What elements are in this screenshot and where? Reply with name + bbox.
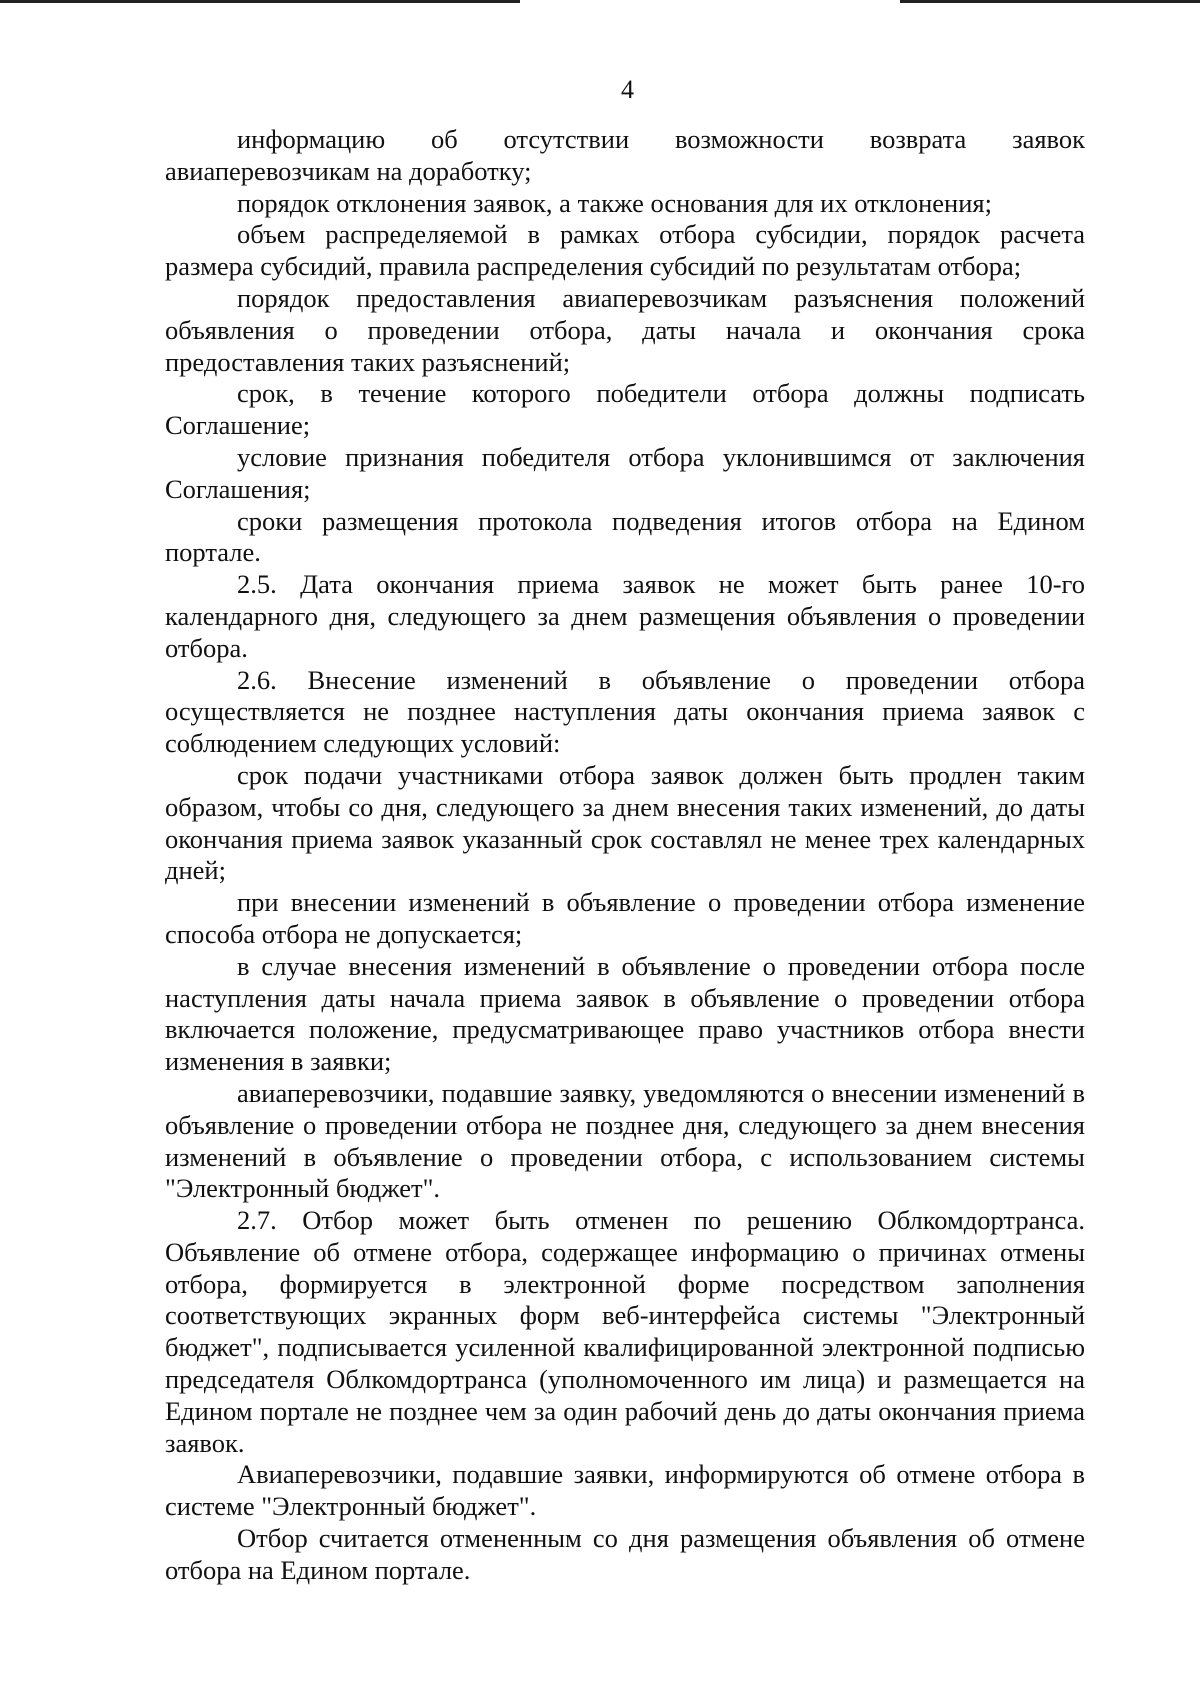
paragraph: информацию об отсутствии возможности возврата заявок авиаперевозчикам на доработку; xyxy=(165,124,1085,186)
paragraph: авиаперевозчики, подавшие заявку, уведомляются о внесении изменений в объявление о проведении отбора не позднее дня, следующего за днем внесения изменений в объявление о проведении отбора, с использованием системы "Электронный бюджет". xyxy=(165,1077,1085,1204)
paragraph: Отбор считается отмененным со дня размещения объявления об отмене отбора на Едином портале. xyxy=(165,1523,1085,1585)
paragraph: Авиаперевозчики, подавшие заявки, информируются об отмене отбора в системе "Электронный бюджет". xyxy=(165,1459,1085,1522)
document-body xyxy=(165,124,1085,1587)
paragraph: при внесении изменений в объявление о проведении отбора изменение способа отбора не допускается; xyxy=(165,887,1085,949)
section-2-7-paragraph: 2.7. Отбор может быть отменен по решению Облкомдортранса. Объявление об отмене отбора, содержащее информацию о причинах отмены отбора, формируется в электронной форме посредством заполнения соответствующих экранных форм веб-интерфейса системы "Электронный бюджет", подписывается усиленной квалифицированной электронной подписью председателя Облкомдортранса (уполномоченного им лица) и размещается на Едином портале не позднее чем за один рабочий день до даты окончания приема заявок. xyxy=(165,1205,1085,1458)
paragraph: срок подачи участниками отбора заявок должен быть продлен таким образом, чтобы со дня, следующего за днем внесения таких изменений, до даты окончания приема заявок указанный срок составлял не менее трех календарных дней; xyxy=(165,759,1085,886)
paragraph: сроки размещения протокола подведения итогов отбора на Едином портале. xyxy=(165,505,1085,568)
scan-edge-line-right xyxy=(900,0,1200,3)
page-number: 4 xyxy=(621,75,634,104)
paragraph: в случае внесения изменений в объявление о проведении отбора после наступления даты начала приема заявок в объявление о проведении отбора включается положение, предусматривающее право участников отбора внести изменения в заявки; xyxy=(165,950,1085,1077)
paragraph: срок, в течение которого победители отбора должны подписать Соглашение; xyxy=(165,378,1085,441)
section-2-6-paragraph: 2.6. Внесение изменений в объявление о проведении отбора осуществляется не позднее наступления даты окончания приема заявок с соблюдением следующих условий: xyxy=(165,664,1085,759)
paragraph: условие признания победителя отбора уклонившимся от заключения Соглашения; xyxy=(165,441,1085,504)
paragraph: порядок предоставления авиаперевозчикам разъяснения положений объявления о проведении отбора, даты начала и окончания срока предоставления таких разъяснений; xyxy=(165,282,1085,377)
scan-edge-line-left xyxy=(0,0,520,3)
section-2-5-paragraph: 2.5. Дата окончания приема заявок не может быть ранее 10-го календарного дня, следующего за днем размещения объявления о проведении отбора. xyxy=(165,569,1085,663)
paragraph: объем распределяемой в рамках отбора субсидии, порядок расчета размера субсидий, правила распределения субсидий по результатам отбора; xyxy=(165,219,1085,282)
paragraph: порядок отклонения заявок, а также основания для их отклонения; xyxy=(237,187,992,218)
